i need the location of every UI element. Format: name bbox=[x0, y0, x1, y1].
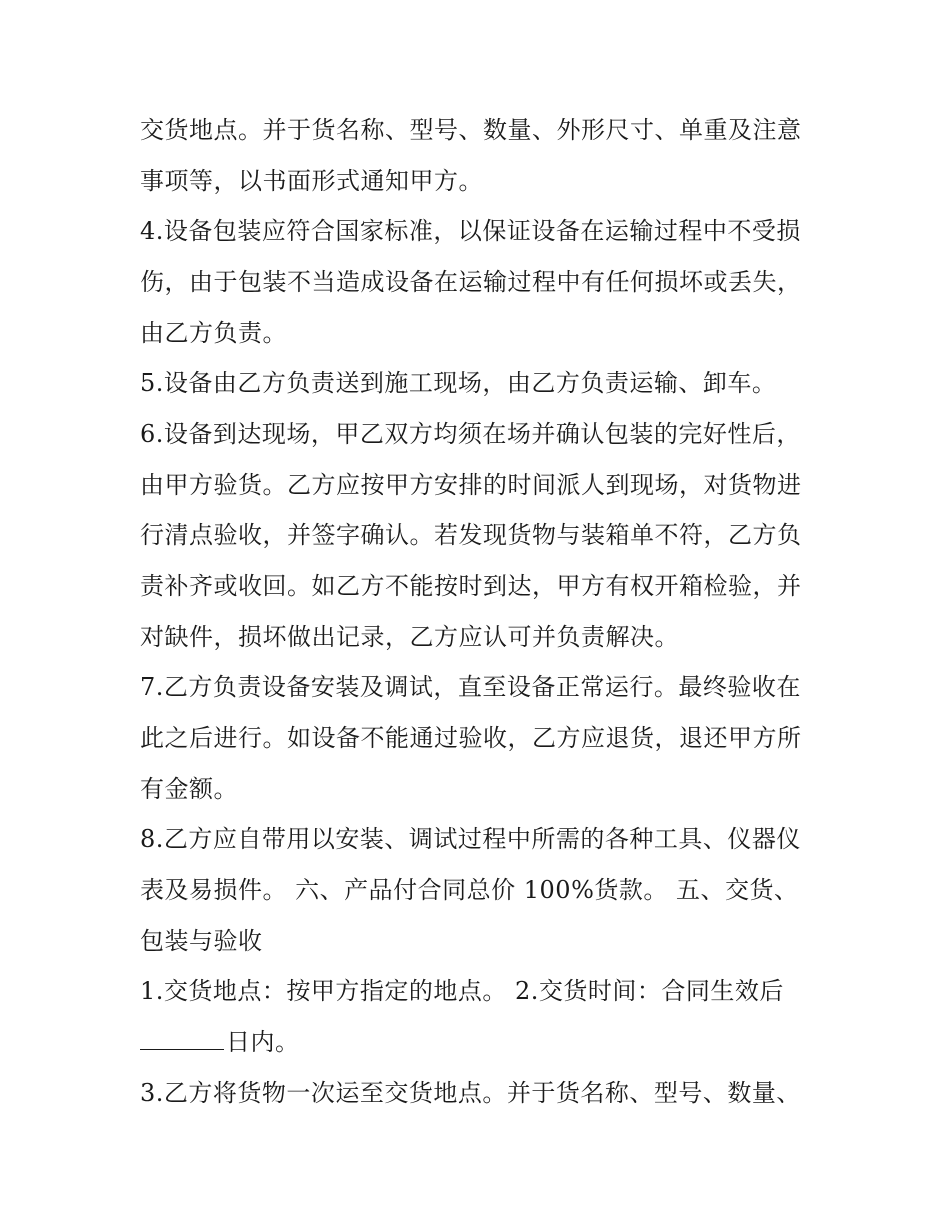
text-line: 对缺件，损坏做出记录，乙方应认可并负责解决。 bbox=[140, 623, 679, 651]
text-line: 日内。 bbox=[226, 1028, 300, 1056]
text-line: 由乙方负责。 bbox=[140, 319, 287, 347]
text-line: 行清点验收，并签字确认。若发现货物与装箱单不符，乙方负 bbox=[140, 521, 802, 549]
text-line: 3.乙方将货物一次运至交货地点。并于货名称、型号、数量、 bbox=[140, 1079, 801, 1107]
text-line: 包装与验收 bbox=[140, 927, 263, 955]
text-line: 事项等，以书面形式通知甲方。 bbox=[140, 167, 483, 195]
text-line: 此之后进行。如设备不能通过验收，乙方应退货，退还甲方所 bbox=[140, 724, 802, 752]
text-line: 有金额。 bbox=[140, 775, 238, 803]
text-line: 8.乙方应自带用以安装、调试过程中所需的各种工具、仪器仪 bbox=[140, 825, 801, 853]
text-line: 7.乙方负责设备安装及调试，直至设备正常运行。最终验收在 bbox=[140, 673, 801, 701]
text-line: 交货地点。并于货名称、型号、数量、外形尺寸、单重及注意 bbox=[140, 116, 802, 144]
text-line: 4.设备包装应符合国家标准，以保证设备在运输过程中不受损 bbox=[140, 217, 801, 245]
fill-in-blank bbox=[140, 1029, 224, 1050]
text-line: 表及易损件。 六、产品付合同总价 100%货款。 五、交货、 bbox=[140, 876, 799, 904]
text-line: 伤，由于包装不当造成设备在运输过程中有任何损坏或丢失， bbox=[140, 268, 802, 296]
text-line: 由甲方验货。乙方应按甲方安排的时间派人到现场，对货物进 bbox=[140, 471, 802, 499]
text-line: 6.设备到达现场，甲乙双方均须在场并确认包装的完好性后， bbox=[140, 420, 801, 448]
text-line: 责补齐或收回。如乙方不能按时到达，甲方有权开箱检验，并 bbox=[140, 572, 802, 600]
text-line: 1.交货地点：按甲方指定的地点。 2.交货时间：合同生效后 bbox=[140, 977, 784, 1005]
text-line: 5.设备由乙方负责送到施工现场，由乙方负责运输、卸车。 bbox=[140, 369, 777, 397]
text-line-with-blank bbox=[140, 1027, 300, 1057]
